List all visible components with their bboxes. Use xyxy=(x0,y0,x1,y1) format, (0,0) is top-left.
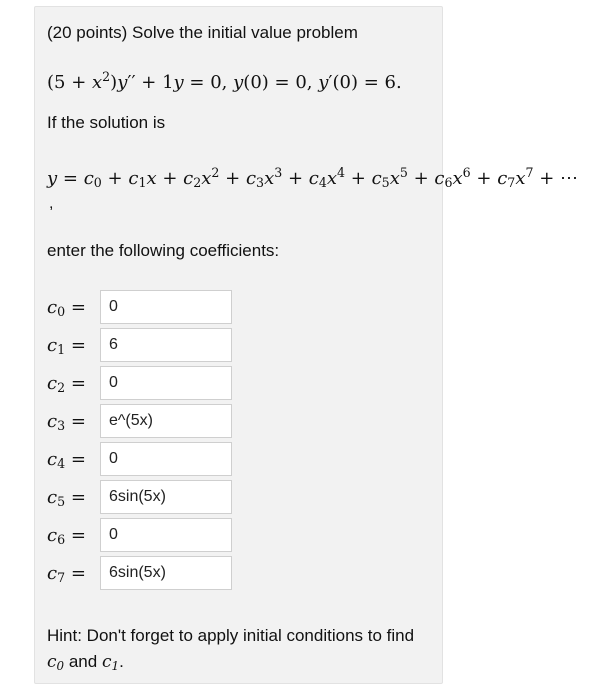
coefficient-label-c1: $c_1$ = xyxy=(47,335,86,358)
coefficient-input-c3[interactable] xyxy=(100,404,232,438)
coefficient-label-c0: $c_0$ = xyxy=(47,297,86,320)
hint-text: Hint: Don't forget to apply initial conditions to find $c_0$ and $c_1$. xyxy=(47,626,415,673)
coefficient-input-c0[interactable] xyxy=(100,290,232,324)
coefficient-label-c2: $c_2$ = xyxy=(47,373,86,396)
coefficient-input-c4[interactable] xyxy=(100,442,232,476)
coefficient-input-c6[interactable] xyxy=(100,518,232,552)
solution-intro: If the solution is xyxy=(47,113,166,132)
series-expansion: $y = c_0 + c_1x + c_2x^2 + c_3x^3 + c_4x^4 + c_5x^5 + c_6x^6 + c_7x^7$ + ⋯ xyxy=(47,165,579,191)
coefficient-label-c7: $c_7$ = xyxy=(47,563,86,586)
question-panel xyxy=(34,6,579,684)
coefficient-input-c2[interactable] xyxy=(100,366,232,400)
coefficient-label-c6: $c_6$ = xyxy=(47,525,86,548)
coefficient-label-c5: $c_5$ = xyxy=(47,487,86,510)
ivp-equation: $(5 + x^2)y'' + 1y = 0$, y(0) = 0, y′(0) = 6. xyxy=(47,69,402,93)
coefficient-label-c4: $c_4$ = xyxy=(47,449,86,472)
coefficient-input-c7[interactable] xyxy=(100,556,232,590)
coefficient-input-c5[interactable] xyxy=(100,480,232,514)
coefficient-label-c3: $c_3$ = xyxy=(47,411,86,434)
problem-intro: (20 points) Solve the initial value problem xyxy=(47,23,358,42)
coefficient-input-c1[interactable] xyxy=(100,328,232,362)
coefficients-intro: enter the following coefficients: xyxy=(47,241,280,260)
series-comma: , xyxy=(49,195,54,212)
